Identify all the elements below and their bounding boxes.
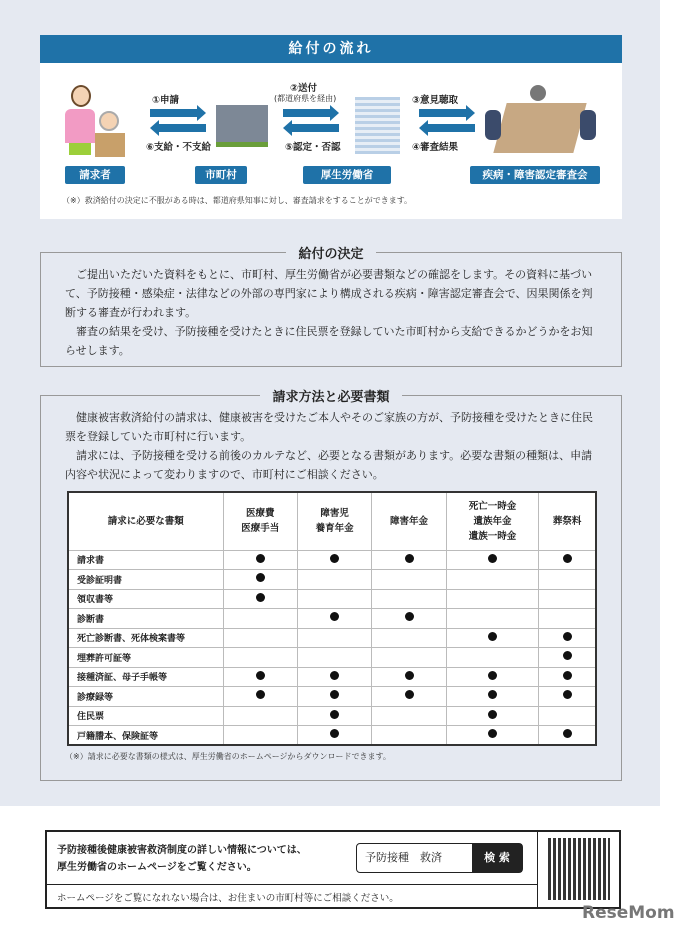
table-cell [297,706,371,726]
table-cell [539,589,596,609]
flow-panel [40,35,622,219]
table-cell [297,667,371,687]
table-cell [297,726,371,746]
document-name: 住民票 [68,706,223,726]
table-cell [446,726,539,746]
claimant-illustration [65,85,125,157]
watermark-logo: ReseMom [582,903,675,923]
table-row [68,667,596,687]
actor-municipality: 市町村 [195,166,247,184]
table-cell [372,609,446,629]
required-dot-icon [488,671,497,680]
step-opinion: ③意見聴取 [412,95,459,106]
table-cell [223,589,297,609]
required-dot-icon [563,671,572,680]
table-cell [539,609,596,629]
required-dot-icon [405,671,414,680]
required-dot-icon [563,651,572,660]
decision-paragraph: ご提出いただいた資料をもとに、市町村、厚生労働省が必要書類などの確認をします。その資料に基づいて、予防接種・感染症・法律などの外部の専門家により構成される疾病・障害認定審査会で、因果関係を判断する審査が行われます。 [65,268,593,319]
table-cell [372,687,446,707]
flow-note: （※）救済給付の決定に不服がある時は、都道府県知事に対し、審査請求をすることができます。 [62,196,413,205]
table-cell [446,589,539,609]
arrow-right-icon [283,109,331,117]
table-row [68,687,596,707]
decision-section [40,247,622,367]
required-dot-icon [256,573,265,582]
table-cell [446,706,539,726]
document-name: 領収書等 [68,589,223,609]
table-cell [223,706,297,726]
table-header-cell: 障害年金 [372,492,446,550]
table-cell [223,570,297,590]
table-header-cell: 死亡一時金 遺族年金 遺族一時金 [446,492,539,550]
table-cell [446,550,539,570]
footer-line3: ホームページをご覧になれない場合は、お住まいの市町村等にご相談ください。 [57,893,399,904]
decision-title: 給付の決定 [286,247,375,262]
table-cell [446,687,539,707]
table-cell [372,648,446,668]
required-dot-icon [563,690,572,699]
required-dot-icon [488,710,497,719]
footer-line2: 厚生労働省のホームページをご覧ください。 [57,862,257,873]
claim-paragraph: 請求には、予防接種を受ける前後のカルテなど、必要となる書類があります。必要な書類の種類は、申請内容や状況によって変わりますので、市町村にご相談ください。 [65,449,593,481]
required-dot-icon [330,710,339,719]
required-dot-icon [405,554,414,563]
required-dot-icon [256,554,265,563]
table-cell [297,570,371,590]
table-cell [223,667,297,687]
table-cell [539,570,596,590]
document-name: 請求書 [68,550,223,570]
table-cell [539,706,596,726]
step-payment: ⑥支給・不支給 [146,142,212,153]
table-cell [297,550,371,570]
step-send: ②送付 [290,83,318,94]
claim-paragraph: 健康被害救済給付の請求は、健康被害を受けたご本人やそのご家族の方が、予防接種を受けたときに住民票を登録していた市町村に行います。 [65,411,593,443]
search-input[interactable]: 予防接種 救済 [365,851,442,864]
table-cell [446,648,539,668]
required-dot-icon [330,690,339,699]
arrow-right-icon [419,109,467,117]
document-name: 死亡診断書、死体検案書等 [68,628,223,648]
required-dot-icon [330,671,339,680]
required-dot-icon [563,729,572,738]
table-row [68,706,596,726]
table-cell [446,609,539,629]
table-row [68,648,596,668]
step-apply: ①申請 [152,95,180,106]
table-cell [539,726,596,746]
required-dot-icon [330,729,339,738]
table-cell [539,628,596,648]
search-box[interactable] [356,843,523,873]
table-cell [539,667,596,687]
table-header-cell: 請求に必要な書類 [68,492,223,550]
required-dot-icon [330,554,339,563]
document-name: 診断書 [68,609,223,629]
required-dot-icon [488,632,497,641]
search-button[interactable]: 検 索 [472,844,522,872]
table-cell [372,589,446,609]
required-dot-icon [488,729,497,738]
step-send-sub: (都道府県を経由) [274,94,337,103]
table-cell [372,570,446,590]
table-row [68,570,596,590]
step-result: ④審査結果 [412,142,459,153]
table-cell [372,628,446,648]
table-cell [297,648,371,668]
table-header-cell: 障害児 養育年金 [297,492,371,550]
footer-line1: 予防接種後健康被害救済制度の詳しい情報については、 [57,845,307,856]
arrow-left-icon [291,124,339,132]
table-header-cell: 医療費 医療手当 [223,492,297,550]
document-name: 埋葬許可証等 [68,648,223,668]
required-dot-icon [488,554,497,563]
table-cell [297,687,371,707]
table-cell [223,628,297,648]
required-dot-icon [563,632,572,641]
table-cell [539,648,596,668]
table-cell [446,667,539,687]
table-cell [372,550,446,570]
actor-committee: 疾病・障害認定審査会 [470,166,600,184]
arrow-left-icon [158,124,206,132]
table-row [68,726,596,746]
table-cell [297,628,371,648]
committee-meeting-illustration [480,85,600,160]
municipality-building-icon [216,105,268,147]
required-dot-icon [405,690,414,699]
table-cell [223,687,297,707]
required-dot-icon [256,690,265,699]
claim-note: （※）請求に必要な書類の様式は、厚生労働省のホームページからダウンロードできます。 [65,752,391,761]
document-name: 診療録等 [68,687,223,707]
table-cell [539,550,596,570]
table-row [68,550,596,570]
document-name: 受診証明書 [68,570,223,590]
required-dot-icon [330,612,339,621]
footer-info-box [45,830,621,909]
table-row [68,589,596,609]
table-row [68,609,596,629]
document-name: 戸籍謄本、保険証等 [68,726,223,746]
arrow-left-icon [427,124,475,132]
table-cell [446,628,539,648]
claim-title: 請求方法と必要書類 [260,390,401,405]
required-documents-table [67,491,597,746]
table-cell [223,726,297,746]
flow-title: 給付の流れ [40,35,622,63]
table-cell [297,589,371,609]
table-cell [223,550,297,570]
required-dot-icon [405,612,414,621]
required-dot-icon [563,554,572,563]
actor-ministry: 厚生労働省 [303,166,391,184]
ministry-building-icon [355,97,400,154]
table-cell [446,570,539,590]
table-cell [297,609,371,629]
table-cell [539,687,596,707]
table-cell [223,648,297,668]
actor-claimant: 請求者 [65,166,125,184]
table-cell [223,609,297,629]
required-dot-icon [488,690,497,699]
table-header-cell: 葬祭料 [539,492,596,550]
step-approval: ⑤認定・否認 [285,142,341,153]
table-cell [372,726,446,746]
table-header-row [68,492,596,550]
table-cell [372,667,446,687]
qr-code[interactable] [537,832,619,907]
arrow-right-icon [150,109,198,117]
document-name: 接種済証、母子手帳等 [68,667,223,687]
required-dot-icon [256,671,265,680]
table-cell [372,706,446,726]
required-dot-icon [256,593,265,602]
decision-paragraph: 審査の結果を受け、予防接種を受けたときに住民票を登録していた市町村から支給できるかどうかをお知らせします。 [65,325,593,357]
table-row [68,628,596,648]
